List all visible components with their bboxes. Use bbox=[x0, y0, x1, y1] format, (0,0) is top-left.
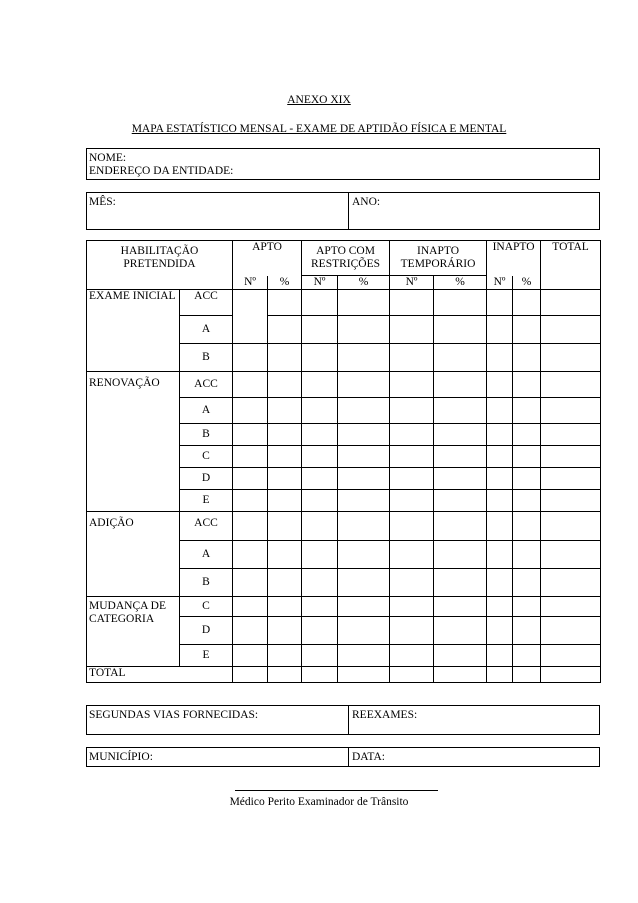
data-cell[interactable] bbox=[268, 398, 302, 424]
data-cell[interactable] bbox=[338, 446, 390, 468]
cat-label: ACC bbox=[180, 512, 233, 541]
data-cell[interactable] bbox=[302, 290, 338, 316]
data-cell[interactable] bbox=[487, 372, 513, 398]
cat-label: ACC bbox=[180, 372, 233, 398]
data-cell[interactable] bbox=[487, 316, 513, 344]
data-cell[interactable] bbox=[541, 372, 601, 398]
habilitacao-header: HABILITAÇÃO PRETENDIDA bbox=[87, 241, 233, 290]
annex-number: ANEXO XIX bbox=[287, 94, 351, 106]
cat-label: B bbox=[180, 569, 233, 597]
data-cell[interactable] bbox=[434, 290, 487, 316]
cat-label: D bbox=[180, 468, 233, 490]
group-label-renovacao: RENOVAÇÃO bbox=[87, 372, 180, 512]
data-cell[interactable] bbox=[487, 617, 513, 645]
data-cell[interactable] bbox=[233, 617, 268, 645]
data-cell[interactable] bbox=[390, 667, 434, 683]
data-cell[interactable] bbox=[338, 398, 390, 424]
data-cell[interactable] bbox=[487, 645, 513, 667]
data-cell[interactable] bbox=[390, 490, 434, 512]
data-cell[interactable] bbox=[513, 569, 541, 597]
data-cell[interactable] bbox=[338, 372, 390, 398]
data-label: DATA: bbox=[352, 751, 385, 763]
data-cell[interactable] bbox=[541, 468, 601, 490]
data-cell[interactable] bbox=[233, 372, 268, 398]
data-cell[interactable] bbox=[338, 569, 390, 597]
data-cell[interactable] bbox=[541, 490, 601, 512]
data-cell[interactable] bbox=[338, 316, 390, 344]
location-divider bbox=[348, 748, 349, 766]
data-cell[interactable] bbox=[268, 667, 302, 683]
cat-label: A bbox=[180, 398, 233, 424]
data-cell[interactable] bbox=[390, 617, 434, 645]
data-cell[interactable] bbox=[390, 569, 434, 597]
temporario-pct-header: % bbox=[434, 276, 487, 290]
data-cell[interactable] bbox=[541, 617, 601, 645]
group-label-exame-inicial: EXAME INICIAL bbox=[87, 290, 180, 372]
data-cell[interactable] bbox=[233, 398, 268, 424]
reexam-divider bbox=[348, 706, 349, 734]
statistics-table bbox=[86, 240, 601, 683]
data-cell[interactable] bbox=[233, 468, 268, 490]
data-cell[interactable] bbox=[390, 645, 434, 667]
data-cell[interactable] bbox=[434, 372, 487, 398]
cat-label: A bbox=[180, 541, 233, 569]
data-cell[interactable] bbox=[390, 512, 434, 541]
data-cell[interactable] bbox=[434, 597, 487, 617]
data-cell[interactable] bbox=[268, 597, 302, 617]
data-cell[interactable] bbox=[434, 424, 487, 446]
period-box bbox=[86, 192, 600, 230]
cat-label: E bbox=[180, 490, 233, 512]
data-cell[interactable] bbox=[338, 617, 390, 645]
data-cell[interactable] bbox=[541, 344, 601, 372]
data-cell[interactable] bbox=[513, 597, 541, 617]
data-cell[interactable] bbox=[302, 468, 338, 490]
data-cell[interactable] bbox=[434, 569, 487, 597]
cat-label: B bbox=[180, 424, 233, 446]
total-row bbox=[87, 667, 601, 683]
data-cell[interactable] bbox=[390, 316, 434, 344]
data-cell[interactable] bbox=[302, 617, 338, 645]
data-cell[interactable] bbox=[233, 424, 268, 446]
data-cell[interactable] bbox=[268, 290, 302, 316]
total-row-label: TOTAL bbox=[87, 667, 233, 683]
cat-label: D bbox=[180, 617, 233, 645]
page-title: MAPA ESTATÍSTICO MENSAL - EXAME DE APTIDÃO FÍSICA E MENTAL bbox=[131, 123, 507, 135]
data-cell[interactable] bbox=[268, 645, 302, 667]
data-cell[interactable] bbox=[233, 290, 268, 316]
data-cell[interactable] bbox=[541, 512, 601, 541]
data-cell[interactable] bbox=[268, 468, 302, 490]
header-row bbox=[87, 241, 601, 276]
data-cell[interactable] bbox=[513, 316, 541, 344]
data-cell[interactable] bbox=[434, 541, 487, 569]
cat-label: B bbox=[180, 344, 233, 372]
cat-label: E bbox=[180, 645, 233, 667]
data-cell[interactable] bbox=[302, 446, 338, 468]
data-cell[interactable] bbox=[541, 316, 601, 344]
year-label: ANO: bbox=[352, 196, 381, 208]
data-cell[interactable] bbox=[541, 569, 601, 597]
reexam-box bbox=[86, 705, 600, 735]
data-cell[interactable] bbox=[233, 569, 268, 597]
data-cell[interactable] bbox=[390, 468, 434, 490]
data-cell[interactable] bbox=[233, 597, 268, 617]
data-cell[interactable] bbox=[302, 372, 338, 398]
data-cell[interactable] bbox=[434, 398, 487, 424]
data-cell[interactable] bbox=[541, 398, 601, 424]
data-cell[interactable] bbox=[541, 290, 601, 316]
location-box bbox=[86, 747, 600, 767]
signature-line bbox=[235, 790, 438, 791]
data-cell[interactable] bbox=[487, 569, 513, 597]
data-cell[interactable] bbox=[268, 344, 302, 372]
apto-pct-header: % bbox=[268, 276, 302, 290]
name-label: NOME: bbox=[89, 152, 127, 164]
data-cell[interactable] bbox=[513, 446, 541, 468]
data-cell[interactable] bbox=[434, 645, 487, 667]
table-row bbox=[87, 372, 601, 398]
data-cell[interactable] bbox=[268, 569, 302, 597]
cat-label: A bbox=[180, 316, 233, 344]
data-cell[interactable] bbox=[487, 290, 513, 316]
data-cell[interactable] bbox=[302, 344, 338, 372]
data-cell[interactable] bbox=[268, 541, 302, 569]
data-cell[interactable] bbox=[541, 667, 601, 683]
data-cell[interactable] bbox=[487, 512, 513, 541]
data-cell[interactable] bbox=[541, 597, 601, 617]
data-cell[interactable] bbox=[302, 316, 338, 344]
data-cell[interactable] bbox=[487, 490, 513, 512]
inapto-pct-header: % bbox=[513, 276, 541, 290]
municipio-label: MUNICÍPIO: bbox=[89, 751, 153, 763]
data-cell[interactable] bbox=[302, 667, 338, 683]
data-cell[interactable] bbox=[513, 667, 541, 683]
data-cell[interactable] bbox=[541, 424, 601, 446]
group-label-mudanca: MUDANÇA DE CATEGORIA bbox=[87, 597, 180, 667]
data-cell[interactable] bbox=[302, 645, 338, 667]
data-cell[interactable] bbox=[268, 617, 302, 645]
data-cell[interactable] bbox=[233, 446, 268, 468]
apto-num-header: Nº bbox=[233, 276, 268, 290]
data-cell[interactable] bbox=[513, 617, 541, 645]
data-cell[interactable] bbox=[513, 424, 541, 446]
entity-box[interactable] bbox=[86, 148, 600, 180]
data-cell[interactable] bbox=[513, 398, 541, 424]
data-cell[interactable] bbox=[513, 512, 541, 541]
inapto-temporario-header: INAPTO TEMPORÁRIO bbox=[390, 241, 487, 276]
data-cell[interactable] bbox=[487, 344, 513, 372]
data-cell[interactable] bbox=[302, 541, 338, 569]
data-cell[interactable] bbox=[434, 344, 487, 372]
data-cell[interactable] bbox=[268, 490, 302, 512]
data-cell[interactable] bbox=[390, 424, 434, 446]
data-cell[interactable] bbox=[487, 468, 513, 490]
data-cell[interactable] bbox=[434, 617, 487, 645]
data-cell[interactable] bbox=[541, 645, 601, 667]
data-cell[interactable] bbox=[338, 344, 390, 372]
data-cell[interactable] bbox=[513, 490, 541, 512]
data-cell[interactable] bbox=[513, 468, 541, 490]
data-cell[interactable] bbox=[268, 372, 302, 398]
data-cell[interactable] bbox=[487, 541, 513, 569]
apto-restricoes-header: APTO COM RESTRIÇÕES bbox=[302, 241, 390, 276]
data-cell[interactable] bbox=[390, 290, 434, 316]
data-cell[interactable] bbox=[434, 316, 487, 344]
data-cell[interactable] bbox=[390, 372, 434, 398]
data-cell[interactable] bbox=[233, 490, 268, 512]
data-cell[interactable] bbox=[233, 667, 268, 683]
restricoes-num-header: Nº bbox=[302, 276, 338, 290]
table-row bbox=[87, 290, 601, 316]
data-cell[interactable] bbox=[434, 667, 487, 683]
address-label: ENDEREÇO DA ENTIDADE: bbox=[89, 165, 234, 177]
segundas-vias-label: SEGUNDAS VIAS FORNECIDAS: bbox=[89, 709, 259, 721]
data-cell[interactable] bbox=[513, 372, 541, 398]
data-cell[interactable] bbox=[513, 645, 541, 667]
data-cell[interactable] bbox=[434, 446, 487, 468]
data-cell[interactable] bbox=[302, 424, 338, 446]
reexames-label: REEXAMES: bbox=[352, 709, 418, 721]
data-cell[interactable] bbox=[487, 667, 513, 683]
data-cell[interactable] bbox=[302, 512, 338, 541]
data-cell[interactable] bbox=[233, 541, 268, 569]
data-cell[interactable] bbox=[541, 541, 601, 569]
data-cell[interactable] bbox=[268, 424, 302, 446]
data-cell[interactable] bbox=[338, 490, 390, 512]
data-cell[interactable] bbox=[390, 446, 434, 468]
table-row bbox=[87, 597, 601, 617]
data-cell[interactable] bbox=[233, 645, 268, 667]
data-cell[interactable] bbox=[434, 490, 487, 512]
data-cell[interactable] bbox=[434, 468, 487, 490]
data-cell[interactable] bbox=[390, 344, 434, 372]
data-cell[interactable] bbox=[513, 290, 541, 316]
data-cell[interactable] bbox=[302, 398, 338, 424]
data-cell[interactable] bbox=[390, 541, 434, 569]
data-cell[interactable] bbox=[233, 344, 268, 372]
temporario-num-header: Nº bbox=[390, 276, 434, 290]
data-cell[interactable] bbox=[268, 512, 302, 541]
period-divider bbox=[348, 193, 349, 229]
data-cell[interactable] bbox=[268, 446, 302, 468]
data-cell[interactable] bbox=[487, 446, 513, 468]
data-cell[interactable] bbox=[513, 344, 541, 372]
data-cell[interactable] bbox=[513, 541, 541, 569]
data-cell[interactable] bbox=[338, 468, 390, 490]
data-cell[interactable] bbox=[302, 569, 338, 597]
apto-header: APTO bbox=[233, 241, 302, 276]
data-cell[interactable] bbox=[302, 490, 338, 512]
data-cell[interactable] bbox=[338, 597, 390, 617]
group-label-adicao: ADIÇÃO bbox=[87, 512, 180, 597]
data-cell[interactable] bbox=[338, 290, 390, 316]
data-cell[interactable] bbox=[390, 597, 434, 617]
data-cell[interactable] bbox=[434, 512, 487, 541]
inapto-header: INAPTO bbox=[487, 241, 541, 276]
data-cell[interactable] bbox=[338, 512, 390, 541]
data-cell[interactable] bbox=[338, 424, 390, 446]
table-row bbox=[87, 512, 601, 541]
signature-caption: Médico Perito Examinador de Trânsito bbox=[229, 796, 409, 808]
cat-label: C bbox=[180, 597, 233, 617]
total-header: TOTAL bbox=[541, 241, 601, 290]
data-cell[interactable] bbox=[487, 424, 513, 446]
data-cell[interactable] bbox=[338, 541, 390, 569]
data-cell[interactable] bbox=[268, 316, 302, 344]
data-cell[interactable] bbox=[233, 512, 268, 541]
inapto-num-header: Nº bbox=[487, 276, 513, 290]
data-cell[interactable] bbox=[487, 398, 513, 424]
data-cell[interactable] bbox=[390, 398, 434, 424]
data-cell[interactable] bbox=[338, 667, 390, 683]
data-cell[interactable] bbox=[302, 597, 338, 617]
data-cell[interactable] bbox=[338, 645, 390, 667]
data-cell[interactable] bbox=[233, 316, 268, 344]
month-label: MÊS: bbox=[89, 196, 116, 208]
data-cell[interactable] bbox=[487, 597, 513, 617]
data-cell[interactable] bbox=[541, 446, 601, 468]
restricoes-pct-header: % bbox=[338, 276, 390, 290]
cat-label: ACC bbox=[180, 290, 233, 316]
cat-label: C bbox=[180, 446, 233, 468]
